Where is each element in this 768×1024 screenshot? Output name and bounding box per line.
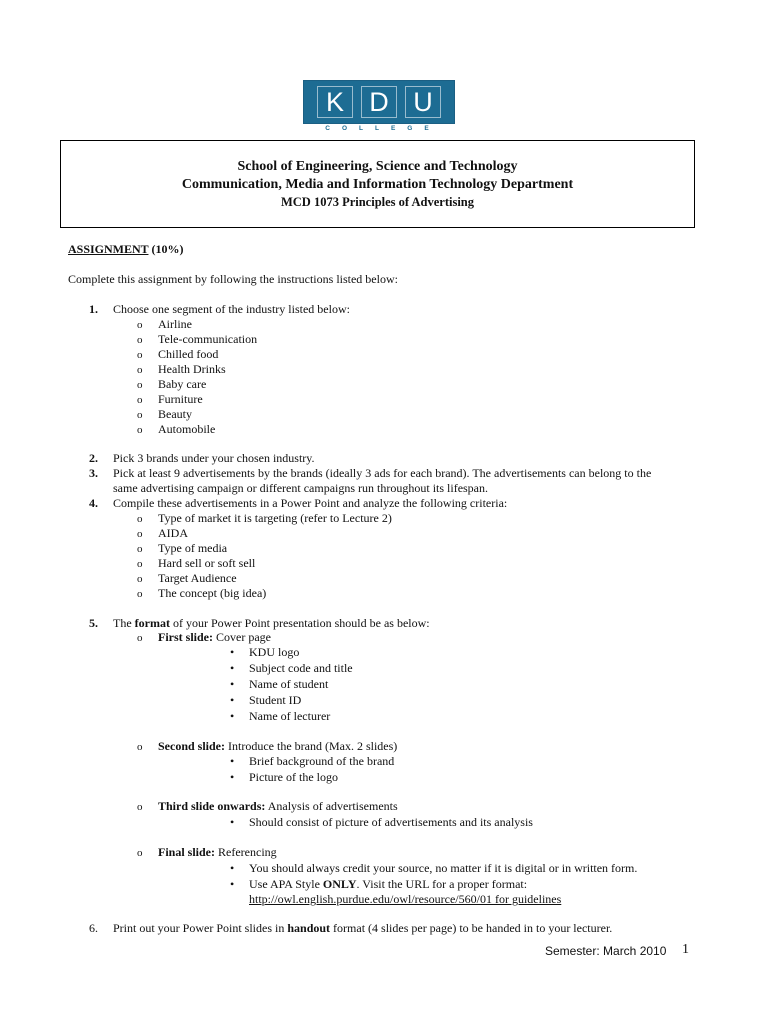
circle-bullet-icon: o [137,319,143,331]
slide-desc: Analysis of advertisements [265,799,398,813]
circle-bullet-icon: o [137,424,143,436]
slide-item: Student ID [249,693,302,707]
step6-bold: handout [287,921,331,935]
page-number: 1 [682,942,689,957]
circle-bullet-icon: o [137,513,143,525]
slide-item: Picture of the logo [249,770,338,784]
step3-text-line2: same advertising campaign or different campaigns run throughout its lifespan. [113,481,489,495]
slide-heading-second [158,739,397,754]
bullet-icon: • [230,754,235,768]
apa-bold: ONLY [322,877,357,891]
logo-letter-u: U [405,86,441,118]
footer-semester: Semester: March 2010 [545,944,667,958]
circle-bullet-icon: o [137,801,143,813]
bullet-icon: • [230,661,235,675]
step-number: 6. [89,921,98,935]
step6-pre: Print out your Power Point slides in [113,921,288,935]
circle-bullet-icon: o [137,409,143,421]
assignment-weight: (10%) [148,242,184,256]
bullet-icon: • [230,693,235,707]
slide-title: Second slide: [158,739,226,753]
circle-bullet-icon: o [137,528,143,540]
apa-style-item [249,877,527,892]
department-title: Communication, Media and Information Technology Department [181,177,574,192]
circle-bullet-icon: o [137,588,143,600]
step4-text: Compile these advertisements in a Power Point and analyze the following criteria: [113,496,508,510]
step5-text [113,616,430,631]
industry-item: Furniture [158,392,203,406]
bullet-icon: • [230,709,235,723]
circle-bullet-icon: o [137,573,143,585]
slide-desc: Cover page [213,630,271,644]
step5-bold: format [134,616,170,630]
slide-item: KDU logo [249,645,300,659]
apa-pre: Use APA Style [249,877,323,891]
circle-bullet-icon: o [137,543,143,555]
assignment-heading [68,242,183,257]
step3-text-line1: Pick at least 9 advertisements by the brands (ideally 3 ads for each brand). The advertisements can belong to the [113,466,652,480]
criteria-item: AIDA [158,526,188,540]
step-number: 2. [89,451,98,465]
bullet-icon: • [230,815,235,829]
step-number: 5. [89,616,98,630]
logo-box [303,80,455,124]
logo-letter-d: D [361,86,397,118]
slide-desc: Introduce the brand (Max. 2 slides) [225,739,398,753]
circle-bullet-icon: o [137,741,143,753]
slide-heading-third [158,799,398,814]
step-number: 3. [89,466,98,480]
header-box [60,140,695,228]
industry-item: Automobile [158,422,216,436]
bullet-icon: • [230,677,235,691]
criteria-item: Hard sell or soft sell [158,556,256,570]
circle-bullet-icon: o [137,847,143,859]
criteria-item: The concept (big idea) [158,586,267,600]
bullet-icon: • [230,645,235,659]
industry-item: Chilled food [158,347,219,361]
step6-post: format (4 slides per page) to be handed in to your lecturer. [330,921,613,935]
school-title: School of Engineering, Science and Technology [237,159,518,174]
bullet-icon: • [230,770,235,784]
bullet-icon: • [230,861,235,875]
circle-bullet-icon: o [137,364,143,376]
assignment-intro: Complete this assignment by following the instructions listed below: [68,272,398,286]
circle-bullet-icon: o [137,379,143,391]
industry-item: Tele-communication [158,332,258,346]
criteria-item: Type of market it is targeting (refer to Lecture 2) [158,511,392,525]
kdu-logo [303,80,455,132]
industry-item: Airline [158,317,192,331]
apa-guidelines-link[interactable]: http://owl.english.purdue.edu/owl/resource/560/01 for guidelines [249,892,562,906]
slide-desc: Referencing [215,845,277,859]
circle-bullet-icon: o [137,632,143,644]
slide-title: Final slide: [158,845,216,859]
step1-text: Choose one segment of the industry listed below: [113,302,350,316]
step-number: 1. [89,302,98,316]
slide-title: First slide: [158,630,213,644]
circle-bullet-icon: o [137,334,143,346]
slide-item: Name of student [249,677,329,691]
step-number: 4. [89,496,98,510]
circle-bullet-icon: o [137,349,143,361]
step5-post: of your Power Point presentation should be as below: [169,616,430,630]
slide-heading-first [158,630,271,645]
slide-title: Third slide onwards: [158,799,266,813]
slide-item: Subject code and title [249,661,353,675]
apa-post: . Visit the URL for a proper format: [356,877,528,891]
step5-pre: The [113,616,135,630]
slide-item: You should always credit your source, no matter if it is digital or in written form. [249,861,638,875]
industry-item: Health Drinks [158,362,226,376]
slide-item: Should consist of picture of advertisements and its analysis [249,815,533,829]
logo-subtitle: COLLEGE [325,125,441,132]
course-title: MCD 1073 Principles of Advertising [280,195,475,209]
step6-text [113,921,612,936]
circle-bullet-icon: o [137,394,143,406]
slide-item: Name of lecturer [249,709,331,723]
criteria-item: Type of media [158,541,228,555]
circle-bullet-icon: o [137,558,143,570]
slide-item: Brief background of the brand [249,754,395,768]
industry-item: Baby care [158,377,207,391]
slide-heading-final [158,845,277,860]
step2-text: Pick 3 brands under your chosen industry. [113,451,315,465]
logo-letter-k: K [317,86,353,118]
assignment-label: ASSIGNMENT [68,242,149,256]
bullet-icon: • [230,877,235,891]
criteria-item: Target Audience [158,571,237,585]
industry-item: Beauty [158,407,192,421]
